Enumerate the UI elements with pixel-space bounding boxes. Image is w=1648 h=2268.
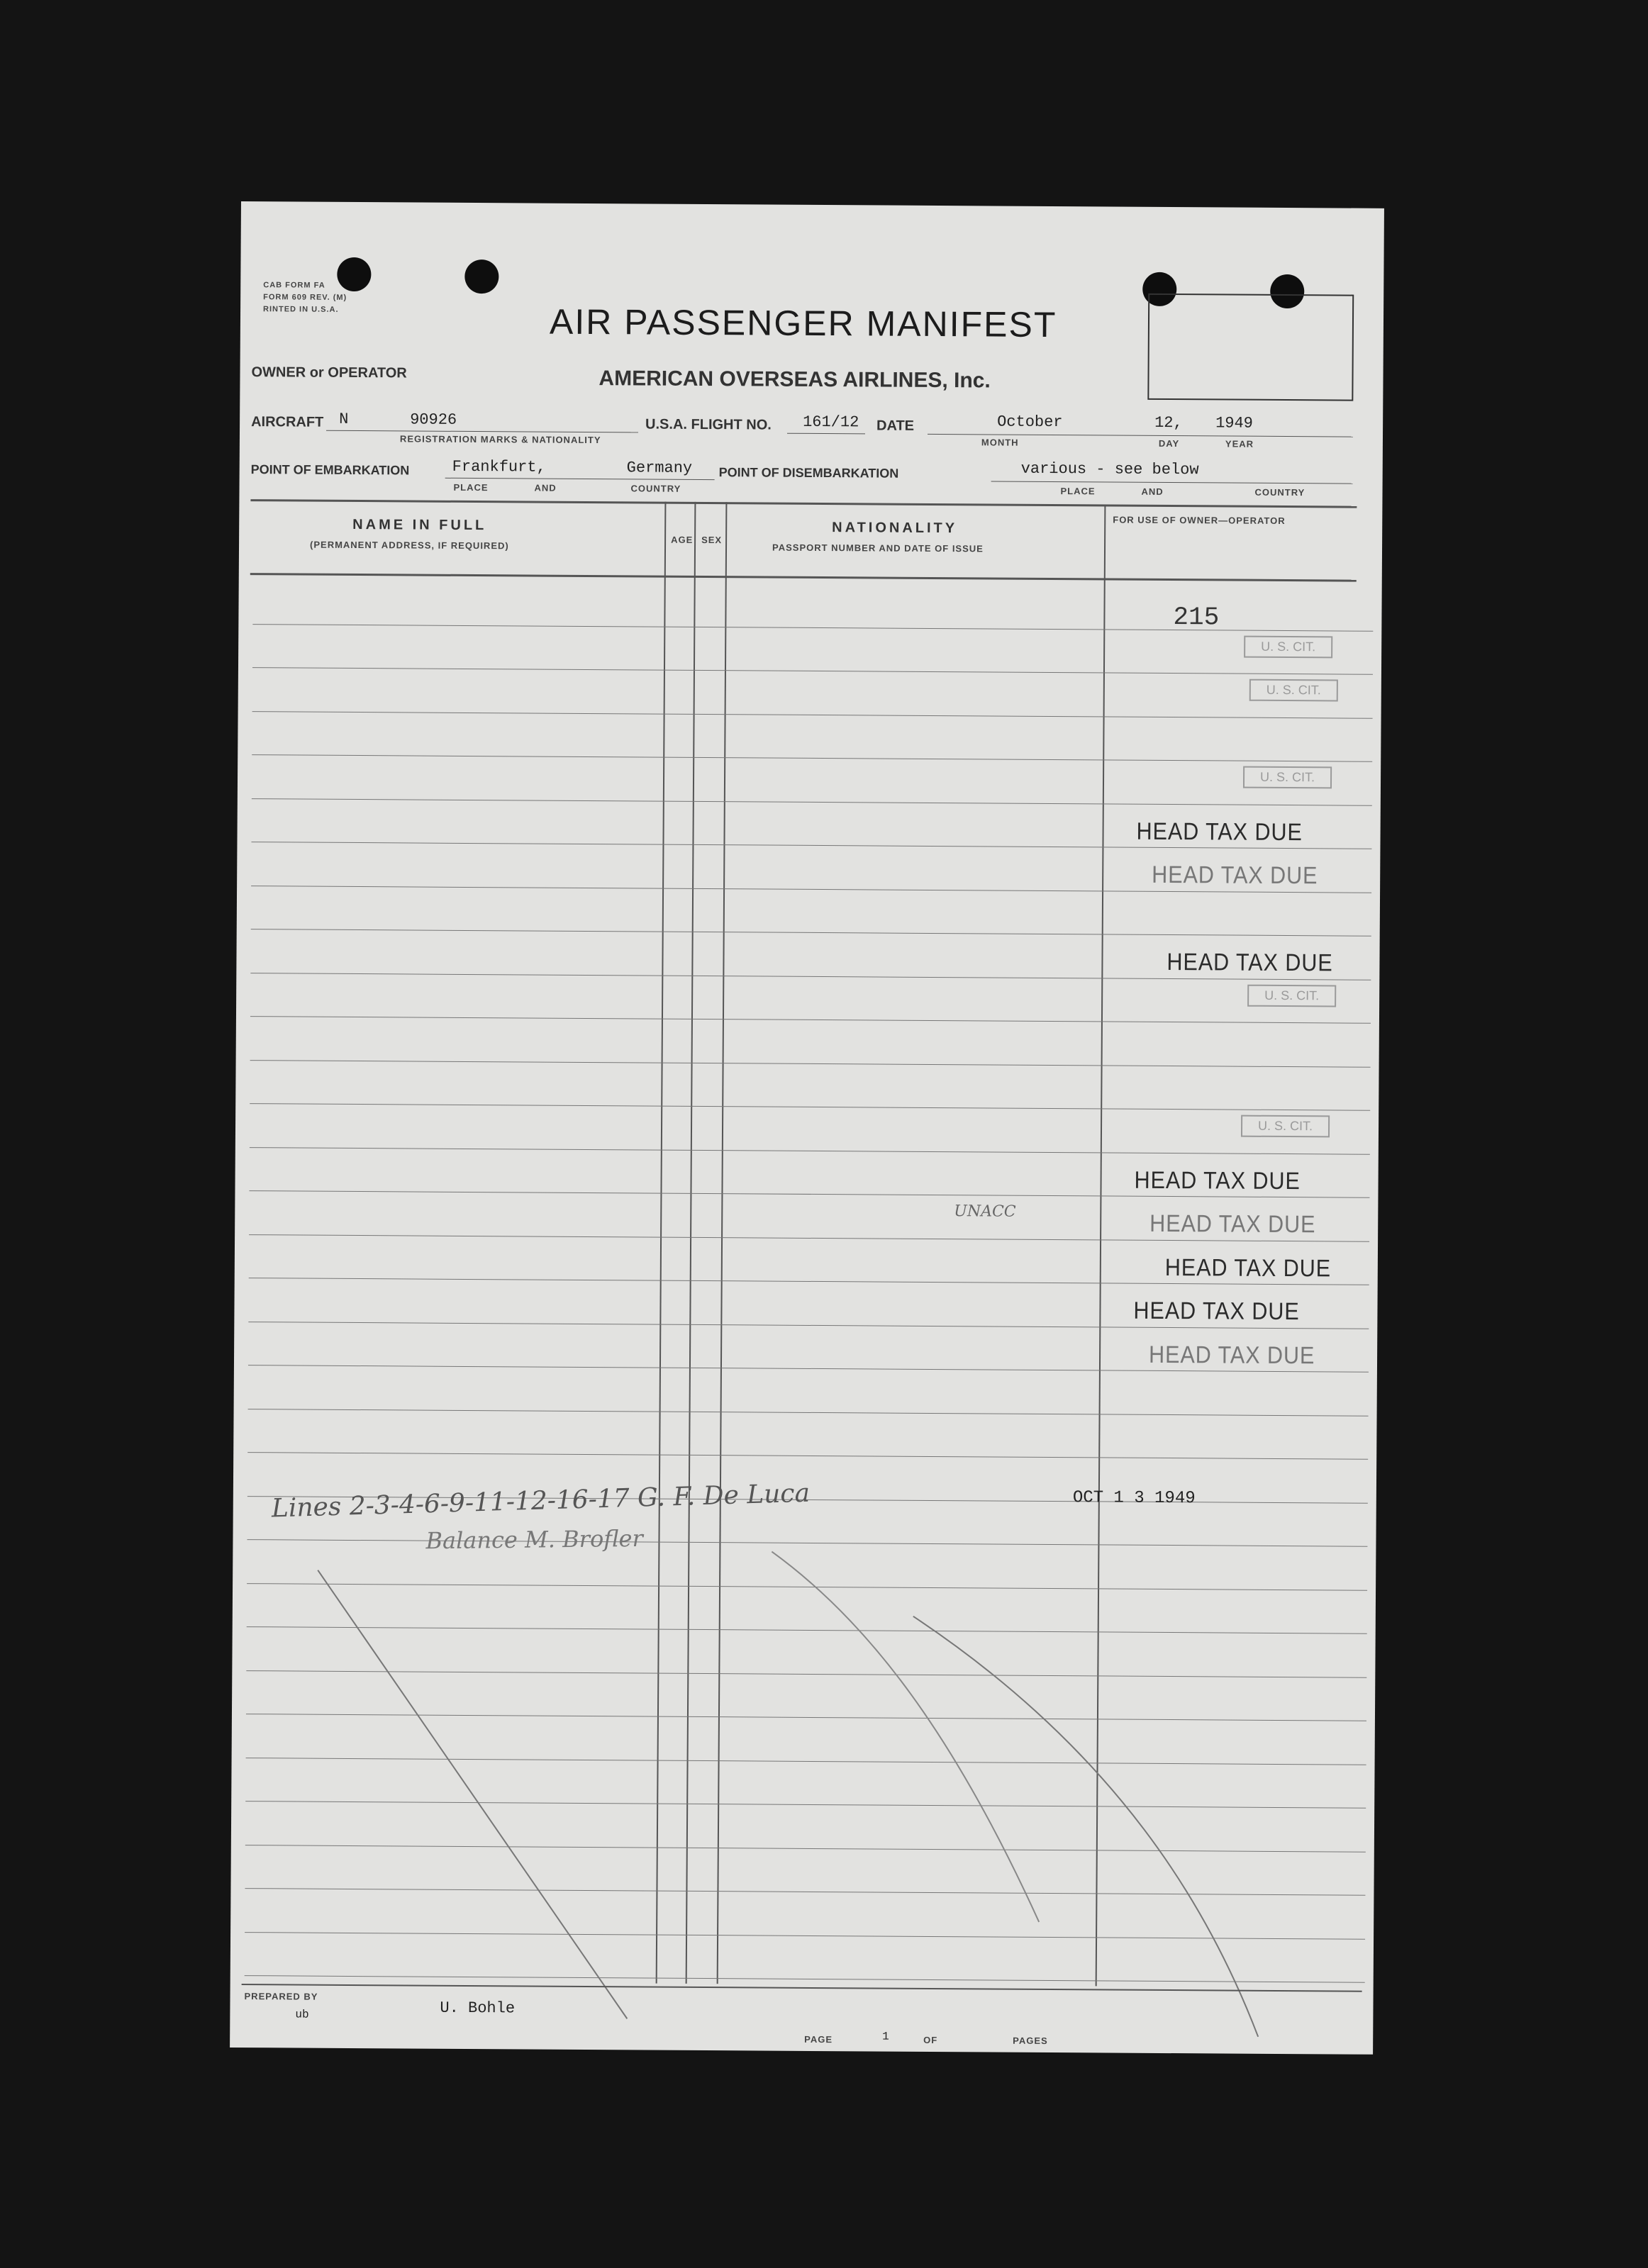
- place-caption: PLACE: [453, 481, 489, 493]
- flight-label: U.S.A. FLIGHT NO.: [645, 416, 772, 433]
- us-cit-stamp: U. S. CIT.: [1244, 635, 1332, 658]
- disembarkation-label: POINT OF DISEMBARKATION: [718, 465, 899, 481]
- head-tax-due-stamp: HEAD TAX DUE: [1148, 1341, 1315, 1369]
- prepared-by-name: U. Bohle: [440, 1999, 516, 2018]
- registration-caption: REGISTRATION MARKS & NATIONALITY: [399, 433, 601, 446]
- us-cit-stamp: U. S. CIT.: [1243, 766, 1332, 789]
- and-caption-2: AND: [1141, 486, 1164, 497]
- pencil-strokes: [230, 201, 1384, 2055]
- col-nationality-header: NATIONALITY: [832, 520, 958, 537]
- flight-number: 161/12: [803, 413, 859, 432]
- date-label: DATE: [876, 418, 915, 434]
- country-caption: COUNTRY: [630, 483, 681, 494]
- handwritten-balance-note: Balance M. Brofler: [425, 1524, 643, 1555]
- us-cit-stamp: U. S. CIT.: [1241, 1115, 1330, 1138]
- col-owner-header: FOR USE OF OWNER—OPERATOR: [1113, 514, 1286, 527]
- head-tax-due-stamp: HEAD TAX DUE: [1167, 948, 1333, 977]
- aircraft-label: AIRCRAFT: [251, 414, 324, 430]
- manifest-sheet: [230, 201, 1384, 2055]
- embarkation-country: Germany: [626, 459, 693, 477]
- col-sex-header: SEX: [701, 534, 723, 546]
- date-day: 12,: [1154, 413, 1183, 432]
- month-caption: MONTH: [981, 437, 1019, 448]
- handwritten-lines-note: Lines 2-3-4-6-9-11-12-16-17 G. F. De Luca: [271, 1478, 811, 1524]
- form-number: CAB FORM FA FORM 609 REV. (M) RINTED IN U.S.A.: [263, 281, 347, 314]
- col-name-sub: (PERMANENT ADDRESS, IF REQUIRED): [309, 539, 509, 552]
- aircraft-prefix: N: [339, 410, 349, 428]
- head-tax-due-stamp: HEAD TAX DUE: [1133, 1297, 1300, 1326]
- year-caption: YEAR: [1225, 438, 1254, 449]
- of-label: OF: [923, 2034, 938, 2046]
- date-year: 1949: [1215, 414, 1254, 432]
- pages-label: PAGES: [1013, 2035, 1048, 2046]
- and-caption: AND: [534, 482, 557, 493]
- embarkation-place: Frankfurt,: [452, 457, 546, 476]
- page-label: PAGE: [804, 2033, 833, 2045]
- aircraft-number: 90926: [410, 410, 457, 429]
- prepared-by-initials: ub: [295, 2008, 309, 2021]
- head-tax-due-stamp: HEAD TAX DUE: [1136, 817, 1303, 846]
- handwritten-unacc: UNACC: [954, 1202, 1016, 1221]
- place-caption-2: PLACE: [1060, 486, 1096, 497]
- col-nationality-sub: PASSPORT NUMBER AND DATE OF ISSUE: [772, 542, 984, 554]
- embarkation-label: POINT OF EMBARKATION: [250, 462, 410, 478]
- day-caption: DAY: [1158, 437, 1180, 449]
- owner-label: OWNER or OPERATOR: [251, 364, 407, 381]
- date-stamp: OCT 1 3 1949: [1072, 1488, 1196, 1509]
- head-tax-due-stamp: HEAD TAX DUE: [1134, 1166, 1301, 1195]
- head-tax-due-stamp: HEAD TAX DUE: [1152, 861, 1318, 890]
- page-title: AIR PASSENGER MANIFEST: [549, 301, 1057, 345]
- us-cit-stamp: U. S. CIT.: [1249, 679, 1338, 702]
- disembarkation-place: various - see below: [1020, 459, 1199, 479]
- country-caption-2: COUNTRY: [1254, 486, 1305, 498]
- head-tax-due-stamp: HEAD TAX DUE: [1164, 1253, 1332, 1282]
- page-number: 1: [882, 2030, 889, 2043]
- us-cit-stamp: U. S. CIT.: [1247, 984, 1336, 1007]
- operator-name: AMERICAN OVERSEAS AIRLINES, Inc.: [598, 367, 991, 393]
- passenger-count: 215: [1173, 603, 1220, 632]
- col-age-header: AGE: [671, 534, 694, 545]
- col-name-header: NAME IN FULL: [352, 516, 487, 534]
- date-month: October: [997, 413, 1063, 432]
- prepared-by-label: PREPARED BY: [244, 1991, 318, 2002]
- head-tax-due-stamp: HEAD TAX DUE: [1149, 1210, 1316, 1239]
